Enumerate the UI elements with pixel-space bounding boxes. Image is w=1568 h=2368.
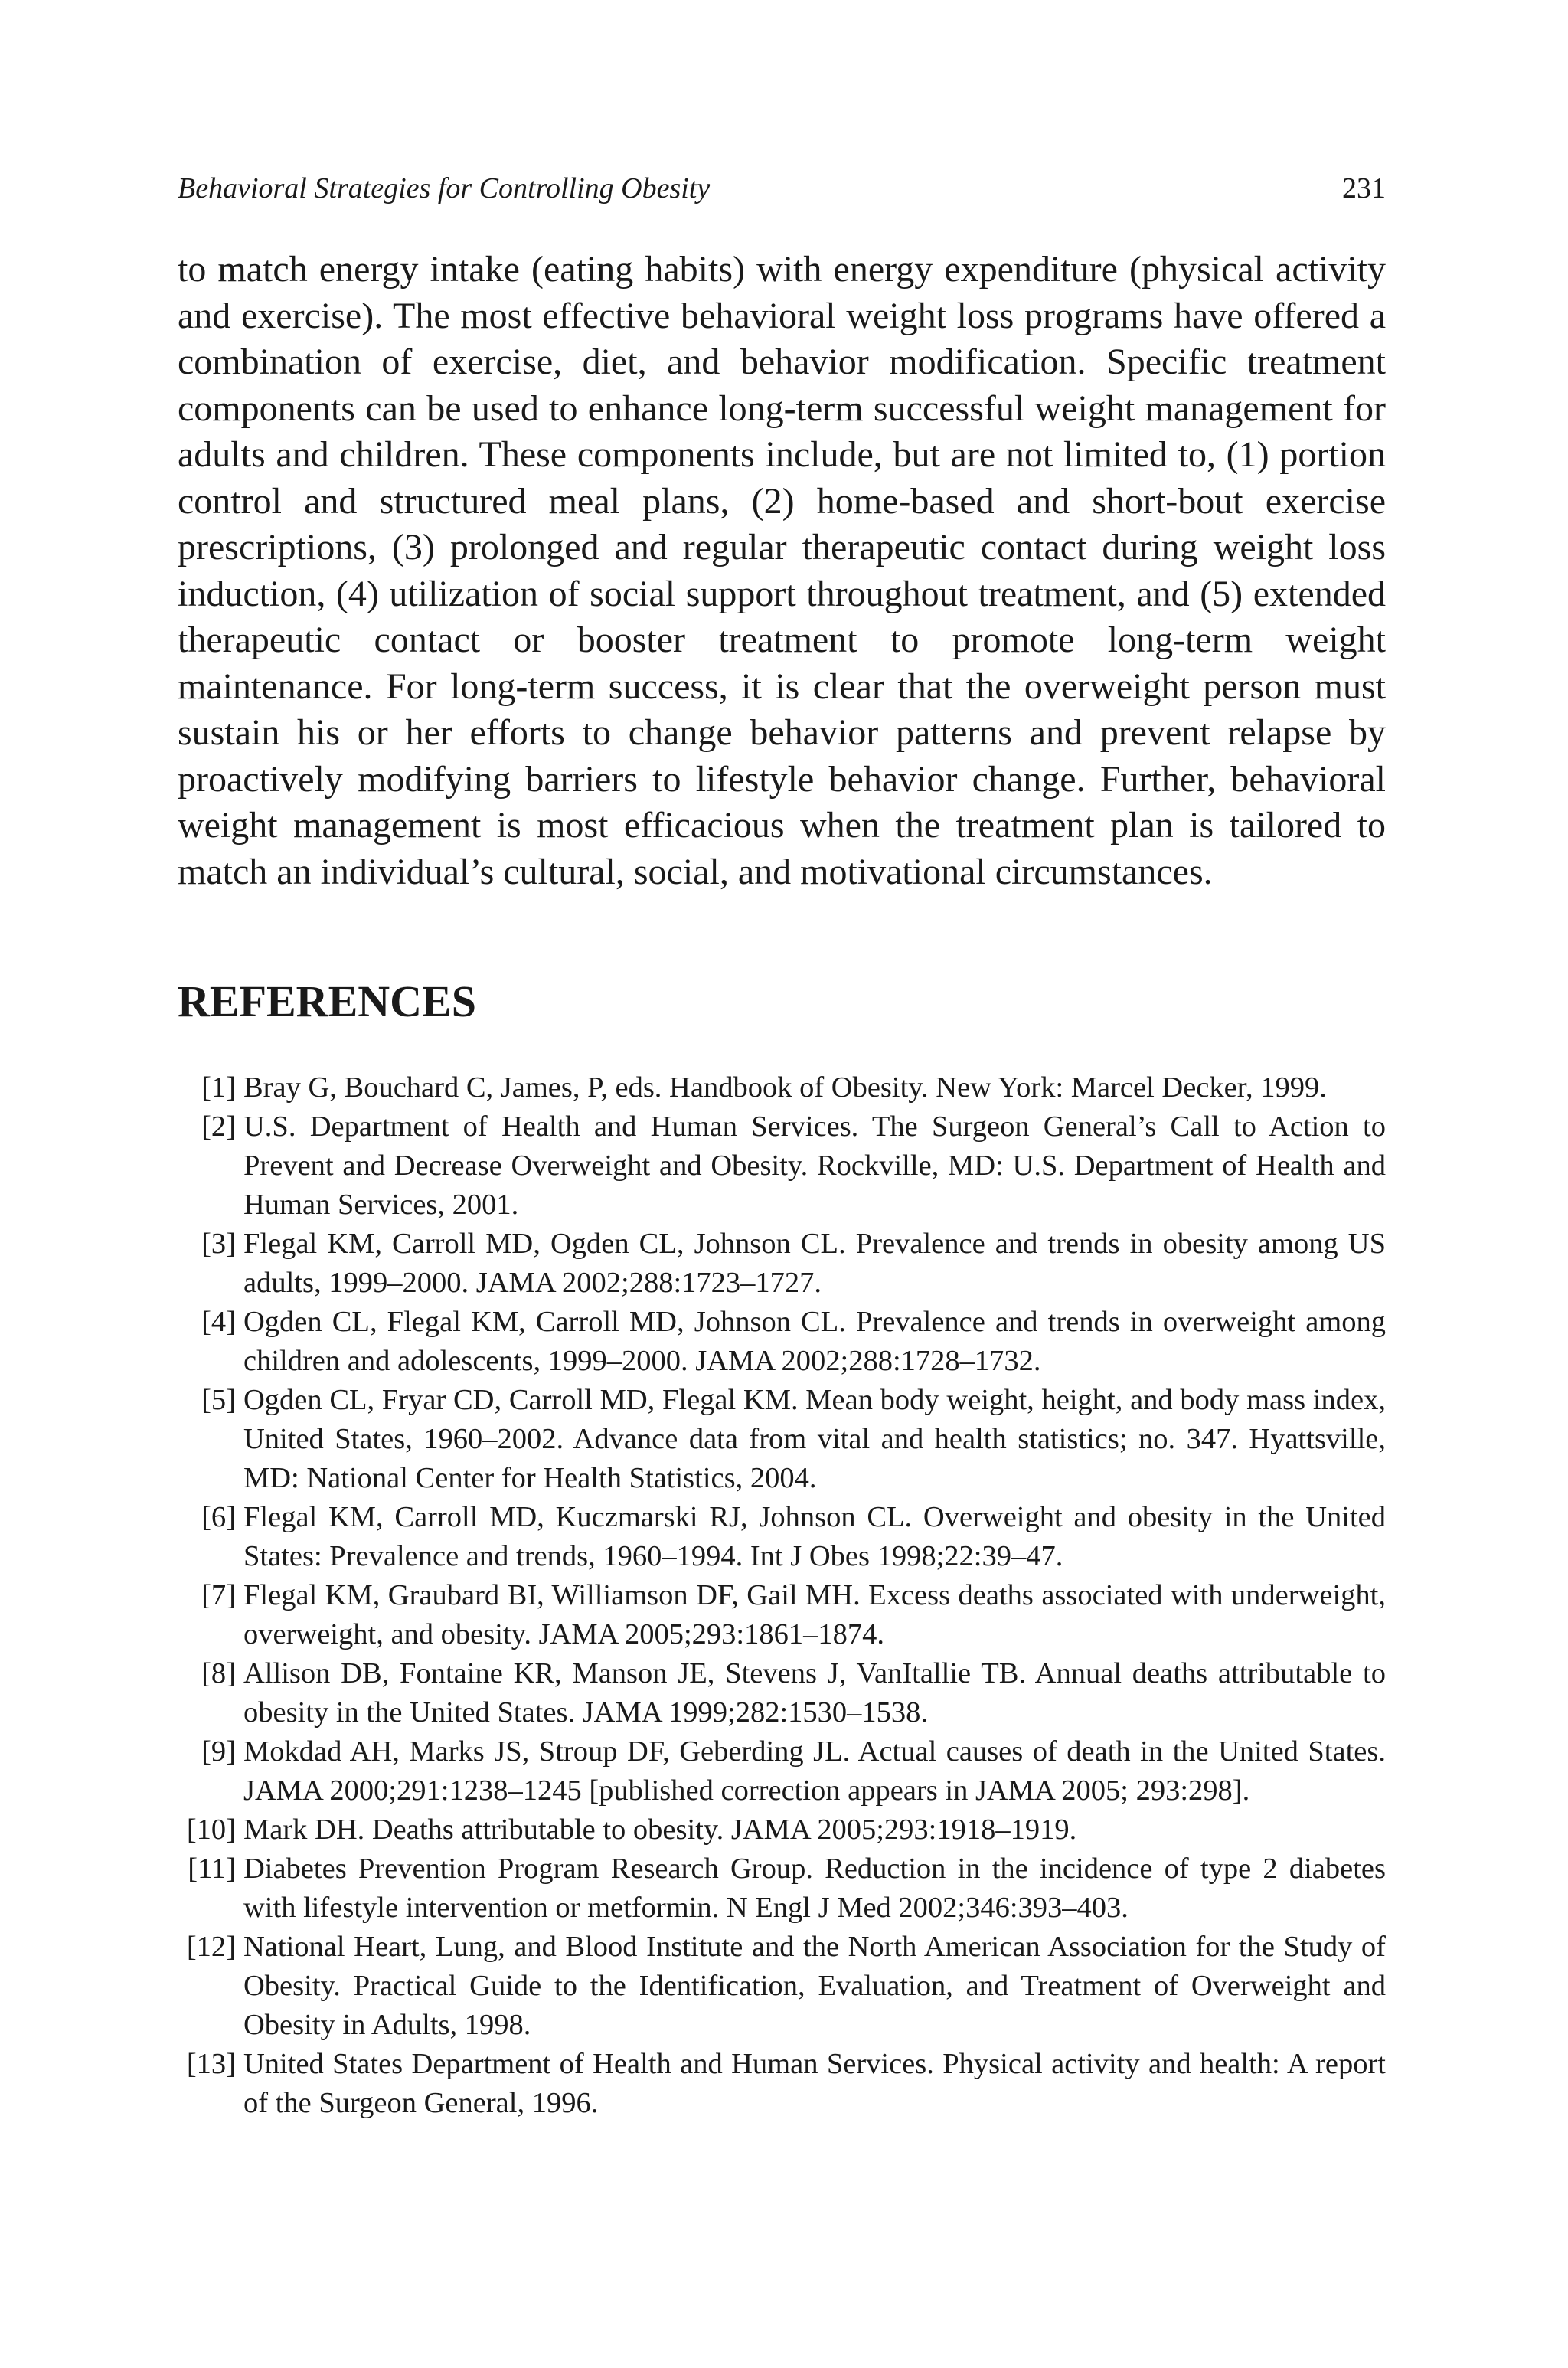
reference-number: [7] xyxy=(201,1579,236,1611)
body-paragraph: to match energy intake (eating habits) with energy expenditure (physical activity and exercise). The most effective behavioral weight loss programs have offered a combination of exercise, diet, and behavior modification. Specific treatment components can be used to enhance long-term successful weight management for adults and children. These components include, but are not limited to, (1) portion control and structured meal plans, (2) home-based and short-bout exercise prescriptions, (3) prolonged and regular therapeutic contact during weight loss induction, (4) utilization of social support throughout treatment, and (5) extended therapeutic contact or booster treatment to promote long-term weight maintenance. For long-term success, it is clear that the overweight person must sustain his or her efforts to change behavior patterns and prevent relapse by proactively modifying barriers to lifestyle behavior change. Further, behavioral weight management is most efficacious when the treatment plan is tailored to match an individual’s cultural, social, and motivational circumstances. xyxy=(178,249,1386,892)
reference-text: Allison DB, Fontaine KR, Manson JE, Stevens J, VanItallie TB. Annual deaths attributable to obesity in the United States. JAMA 1999;282:1530–1538. xyxy=(243,1657,1386,1729)
reference-item xyxy=(178,1732,1386,1810)
reference-text: Mark DH. Deaths attributable to obesity. JAMA 2005;293:1918–1919. xyxy=(243,1814,1077,1846)
reference-text: Ogden CL, Flegal KM, Carroll MD, Johnson CL. Prevalence and trends in overweight among children and adolescents, 1999–2000. JAMA 2002;288:1728–1732. xyxy=(243,1306,1386,1377)
reference-text: Flegal KM, Carroll MD, Ogden CL, Johnson CL. Prevalence and trends in obesity among US adults, 1999–2000. JAMA 2002;288:1723–1727. xyxy=(243,1228,1386,1299)
reference-item xyxy=(178,1498,1386,1576)
reference-text: Ogden CL, Fryar CD, Carroll MD, Flegal KM. Mean body weight, height, and body mass index, United States, 1960–2002. Advance data from vital and health statistics; no. 347. Hyattsville, MD: National Center for Health Statistics, 2004. xyxy=(243,1384,1386,1494)
reference-text: Bray G, Bouchard C, James, P, eds. Handbook of Obesity. New York: Marcel Decker, 1999. xyxy=(243,1071,1327,1104)
reference-number: [2] xyxy=(201,1110,236,1143)
reference-text: Flegal KM, Carroll MD, Kuczmarski RJ, Johnson CL. Overweight and obesity in the United States: Prevalence and trends, 1960–1994. Int J Obes 1998;22:39–47. xyxy=(243,1501,1386,1572)
reference-text: Mokdad AH, Marks JS, Stroup DF, Geberding JL. Actual causes of death in the United States. JAMA 2000;291:1238–1245 [published correction appears in JAMA 2005; 293:298]. xyxy=(243,1735,1386,1807)
references-list xyxy=(178,1068,1386,2123)
reference-text: United States Department of Health and Human Services. Physical activity and health: A report of the Surgeon General, 1996. xyxy=(243,2048,1386,2119)
reference-number: [10] xyxy=(186,1814,236,1846)
reference-item xyxy=(178,1810,1386,1850)
running-header xyxy=(178,167,1386,210)
reference-text: Diabetes Prevention Program Research Group. Reduction in the incidence of type 2 diabetes with lifestyle intervention or metformin. N Engl J Med 2002;346:393–403. xyxy=(243,1853,1386,1924)
reference-number: [11] xyxy=(188,1853,236,1885)
reference-number: [13] xyxy=(186,2048,236,2080)
reference-text: National Heart, Lung, and Blood Institute and the North American Association for the Study of Obesity. Practical Guide to the Identification, Evaluation, and Treatment of Overweight and Obesity in Adults, 1998. xyxy=(243,1931,1386,2041)
reference-number: [1] xyxy=(201,1071,236,1104)
reference-text: U.S. Department of Health and Human Services. The Surgeon General’s Call to Action to Prevent and Decrease Overweight and Obesity. Rockville, MD: U.S. Department of Health and Human Services, 2001. xyxy=(243,1110,1386,1221)
running-title: Behavioral Strategies for Controlling Obesity xyxy=(178,172,710,204)
reference-item xyxy=(178,1068,1386,1107)
reference-number: [5] xyxy=(201,1384,236,1416)
reference-number: [6] xyxy=(201,1501,236,1533)
reference-item xyxy=(178,1381,1386,1498)
reference-number: [3] xyxy=(201,1228,236,1260)
reference-item xyxy=(178,1576,1386,1654)
reference-number: [4] xyxy=(201,1306,236,1338)
reference-item xyxy=(178,2045,1386,2123)
reference-item xyxy=(178,1107,1386,1225)
reference-item xyxy=(178,1928,1386,2045)
reference-text: Flegal KM, Graubard BI, Williamson DF, Gail MH. Excess deaths associated with underweight, overweight, and obesity. JAMA 2005;293:1861–1874. xyxy=(243,1579,1386,1650)
page-number: 231 xyxy=(1342,172,1386,204)
reference-item xyxy=(178,1225,1386,1303)
reference-item xyxy=(178,1303,1386,1381)
reference-item xyxy=(178,1850,1386,1928)
reference-number: [8] xyxy=(201,1657,236,1689)
reference-number: [9] xyxy=(201,1735,236,1768)
reference-number: [12] xyxy=(186,1931,236,1963)
reference-item xyxy=(178,1654,1386,1732)
references-heading: REFERENCES xyxy=(178,976,476,1026)
